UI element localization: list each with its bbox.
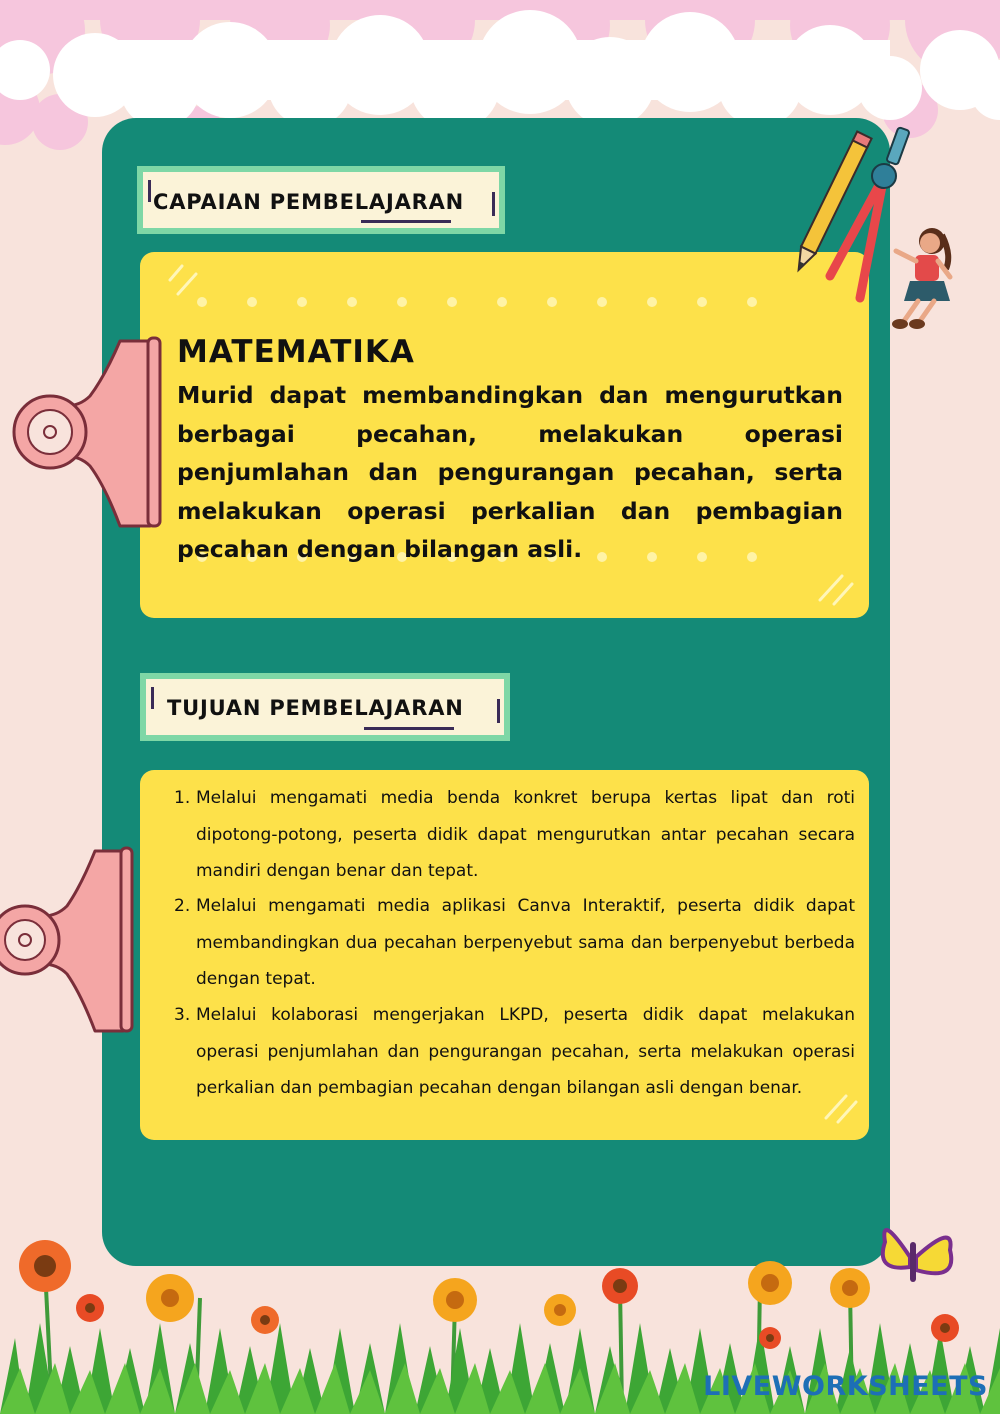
flower-icon (433, 1278, 477, 1322)
subject-title: MATEMATIKA (177, 334, 415, 370)
flower-icon (19, 1240, 71, 1292)
flower-icon (146, 1274, 194, 1322)
binder-clip-icon (10, 336, 165, 531)
flower-icon (830, 1268, 870, 1308)
objective-text: Melalui mengamati media aplikasi Canva Interaktif, peserta didik dapat membandingkan dua pecahan berpenyebut sama dan berpenyebut berbeda dengan tepat. (196, 896, 855, 989)
flower-icon (748, 1261, 792, 1305)
achievement-label: CAPAIAN PEMBELAJARAN (153, 190, 465, 214)
objective-text: Melalui kolaborasi mengerjakan LKPD, peserta didik dapat melakukan operasi penjumlahan dan pengurangan pecahan, serta melakukan operasi perkalian dan pembagian pecahan dengan bilangan asli dengan benar. (196, 1005, 855, 1098)
achievement-label-box (137, 166, 505, 234)
watermark-label: LIVEWORKSHEETS (703, 1371, 988, 1402)
objective-number: 3. (174, 1005, 191, 1025)
flower-icon (544, 1294, 576, 1326)
objective-number: 1. (174, 788, 191, 808)
girl-figure-icon (860, 225, 960, 335)
objective-item (174, 997, 855, 1107)
objective-item (174, 780, 855, 890)
binder-clip-icon (0, 846, 140, 1036)
objective-item (174, 888, 855, 998)
flower-icon (76, 1294, 104, 1322)
objectives-label-box (140, 673, 510, 741)
flower-icon (602, 1268, 638, 1304)
objectives-label: TUJUAN PEMBELAJARAN (167, 696, 464, 720)
objective-number: 2. (174, 896, 191, 916)
flower-icon (759, 1327, 781, 1349)
objective-text: Melalui mengamati media benda konkret berupa kertas lipat dan roti dipotong-potong, peserta didik dapat mengurutkan antar pecahan secara mandiri dengan benar dan tepat. (196, 788, 855, 881)
flower-icon (931, 1314, 959, 1342)
achievement-text: Murid dapat membandingkan dan mengurutkan berbagai pecahan, melakukan operasi penjumlahan dan pengurangan pecahan, serta melakukan operasi perkalian dan pembagian pecahan dengan bilangan asli. (177, 381, 843, 563)
flower-icon (251, 1306, 279, 1334)
